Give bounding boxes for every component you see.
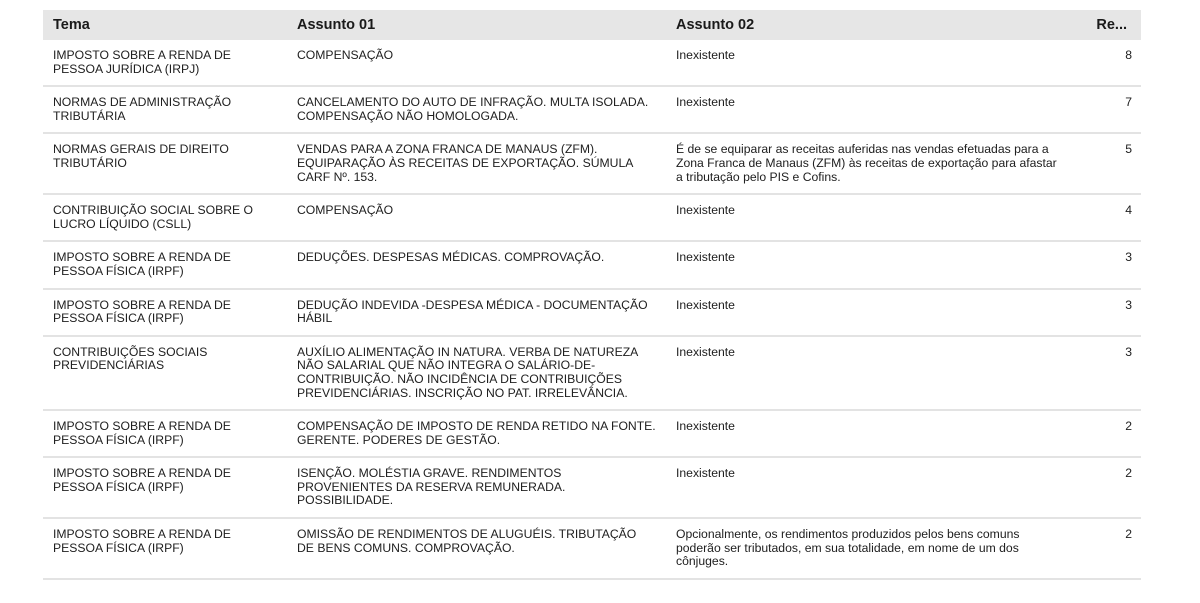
cell-assunto-01: CANCELAMENTO DO AUTO DE INFRAÇÃO. MULTA ISOLADA. COMPENSAÇÃO NÃO HOMOLOGADA. xyxy=(287,86,666,133)
table-row[interactable] xyxy=(43,194,1141,241)
cell-assunto-01: ISENÇÃO. MOLÉSTIA GRAVE. RENDIMENTOS PROVENIENTES DA RESERVA REMUNERADA. POSSIBILIDADE. xyxy=(287,457,666,518)
cell-assunto-01: COMPENSAÇÃO xyxy=(287,40,666,86)
cell-assunto-02: Inexistente xyxy=(666,194,1076,241)
cell-assunto-02: Inexistente xyxy=(666,40,1076,86)
cell-assunto-02: Inexistente xyxy=(666,457,1076,518)
cell-re: 3 xyxy=(1076,289,1141,336)
cell-re: 8 xyxy=(1076,40,1141,86)
results-table xyxy=(43,10,1141,580)
header-assunto-02[interactable]: Assunto 02 xyxy=(666,10,1076,40)
cell-assunto-02: Inexistente xyxy=(666,336,1076,410)
table-row[interactable] xyxy=(43,410,1141,457)
cell-tema: CONTRIBUIÇÕES SOCIAIS PREVIDENCIÁRIAS xyxy=(43,336,287,410)
table-row[interactable] xyxy=(43,40,1141,86)
results-table-container xyxy=(43,10,1141,580)
cell-re: 3 xyxy=(1076,241,1141,288)
table-row[interactable] xyxy=(43,518,1141,579)
cell-tema: IMPOSTO SOBRE A RENDA DE PESSOA JURÍDICA (IRPJ) xyxy=(43,40,287,86)
cell-re: 7 xyxy=(1076,86,1141,133)
cell-tema: IMPOSTO SOBRE A RENDA DE PESSOA FÍSICA (IRPF) xyxy=(43,518,287,579)
cell-re: 4 xyxy=(1076,194,1141,241)
table-row[interactable] xyxy=(43,289,1141,336)
cell-assunto-02: Opcionalmente, os rendimentos produzidos pelos bens comuns poderão ser tributados, em sua totalidade, em nome de um dos cônjuges. xyxy=(666,518,1076,579)
cell-assunto-01: AUXÍLIO ALIMENTAÇÃO IN NATURA. VERBA DE NATUREZA NÃO SALARIAL QUE NÃO INTEGRA O SALÁRIO-DE-CONTRIBUIÇÃO. NÃO INCIDÊNCIA DE CONTRIBUIÇÕES PREVIDENCIÁRIAS. INSCRIÇÃO NO PAT. IRRELEVÂNCIA. xyxy=(287,336,666,410)
header-tema[interactable]: Tema xyxy=(43,10,287,40)
cell-tema: IMPOSTO SOBRE A RENDA DE PESSOA FÍSICA (IRPF) xyxy=(43,457,287,518)
cell-assunto-02: Inexistente xyxy=(666,410,1076,457)
cell-tema: CONTRIBUIÇÃO SOCIAL SOBRE O LUCRO LÍQUIDO (CSLL) xyxy=(43,194,287,241)
cell-assunto-02: Inexistente xyxy=(666,289,1076,336)
cell-assunto-01: COMPENSAÇÃO xyxy=(287,194,666,241)
table-header-row xyxy=(43,10,1141,40)
cell-tema: IMPOSTO SOBRE A RENDA DE PESSOA FÍSICA (IRPF) xyxy=(43,289,287,336)
table-row[interactable] xyxy=(43,336,1141,410)
table-row[interactable] xyxy=(43,241,1141,288)
header-assunto-01[interactable]: Assunto 01 xyxy=(287,10,666,40)
cell-re: 2 xyxy=(1076,410,1141,457)
table-body xyxy=(43,40,1141,579)
cell-tema: NORMAS GERAIS DE DIREITO TRIBUTÁRIO xyxy=(43,133,287,194)
cell-re: 5 xyxy=(1076,133,1141,194)
cell-assunto-01: DEDUÇÕES. DESPESAS MÉDICAS. COMPROVAÇÃO. xyxy=(287,241,666,288)
cell-assunto-02: Inexistente xyxy=(666,241,1076,288)
cell-re: 2 xyxy=(1076,457,1141,518)
table-row[interactable] xyxy=(43,457,1141,518)
cell-assunto-02: É de se equiparar as receitas auferidas nas vendas efetuadas para a Zona Franca de Manaus (ZFM) às receitas de exportação para afastar a tributação pelo PIS e Cofins. xyxy=(666,133,1076,194)
cell-re: 2 xyxy=(1076,518,1141,579)
cell-assunto-01: VENDAS PARA A ZONA FRANCA DE MANAUS (ZFM). EQUIPARAÇÃO ÀS RECEITAS DE EXPORTAÇÃO. SÚMULA CARF Nº. 153. xyxy=(287,133,666,194)
cell-assunto-01: DEDUÇÃO INDEVIDA -DESPESA MÉDICA - DOCUMENTAÇÃO HÁBIL xyxy=(287,289,666,336)
cell-tema: IMPOSTO SOBRE A RENDA DE PESSOA FÍSICA (IRPF) xyxy=(43,241,287,288)
cell-assunto-01: COMPENSAÇÃO DE IMPOSTO DE RENDA RETIDO NA FONTE. GERENTE. PODERES DE GESTÃO. xyxy=(287,410,666,457)
header-re[interactable]: Re... xyxy=(1076,10,1141,40)
cell-tema: IMPOSTO SOBRE A RENDA DE PESSOA FÍSICA (IRPF) xyxy=(43,410,287,457)
cell-assunto-01: OMISSÃO DE RENDIMENTOS DE ALUGUÉIS. TRIBUTAÇÃO DE BENS COMUNS. COMPROVAÇÃO. xyxy=(287,518,666,579)
table-row[interactable] xyxy=(43,133,1141,194)
cell-tema: NORMAS DE ADMINISTRAÇÃO TRIBUTÁRIA xyxy=(43,86,287,133)
cell-re: 3 xyxy=(1076,336,1141,410)
table-row[interactable] xyxy=(43,86,1141,133)
cell-assunto-02: Inexistente xyxy=(666,86,1076,133)
